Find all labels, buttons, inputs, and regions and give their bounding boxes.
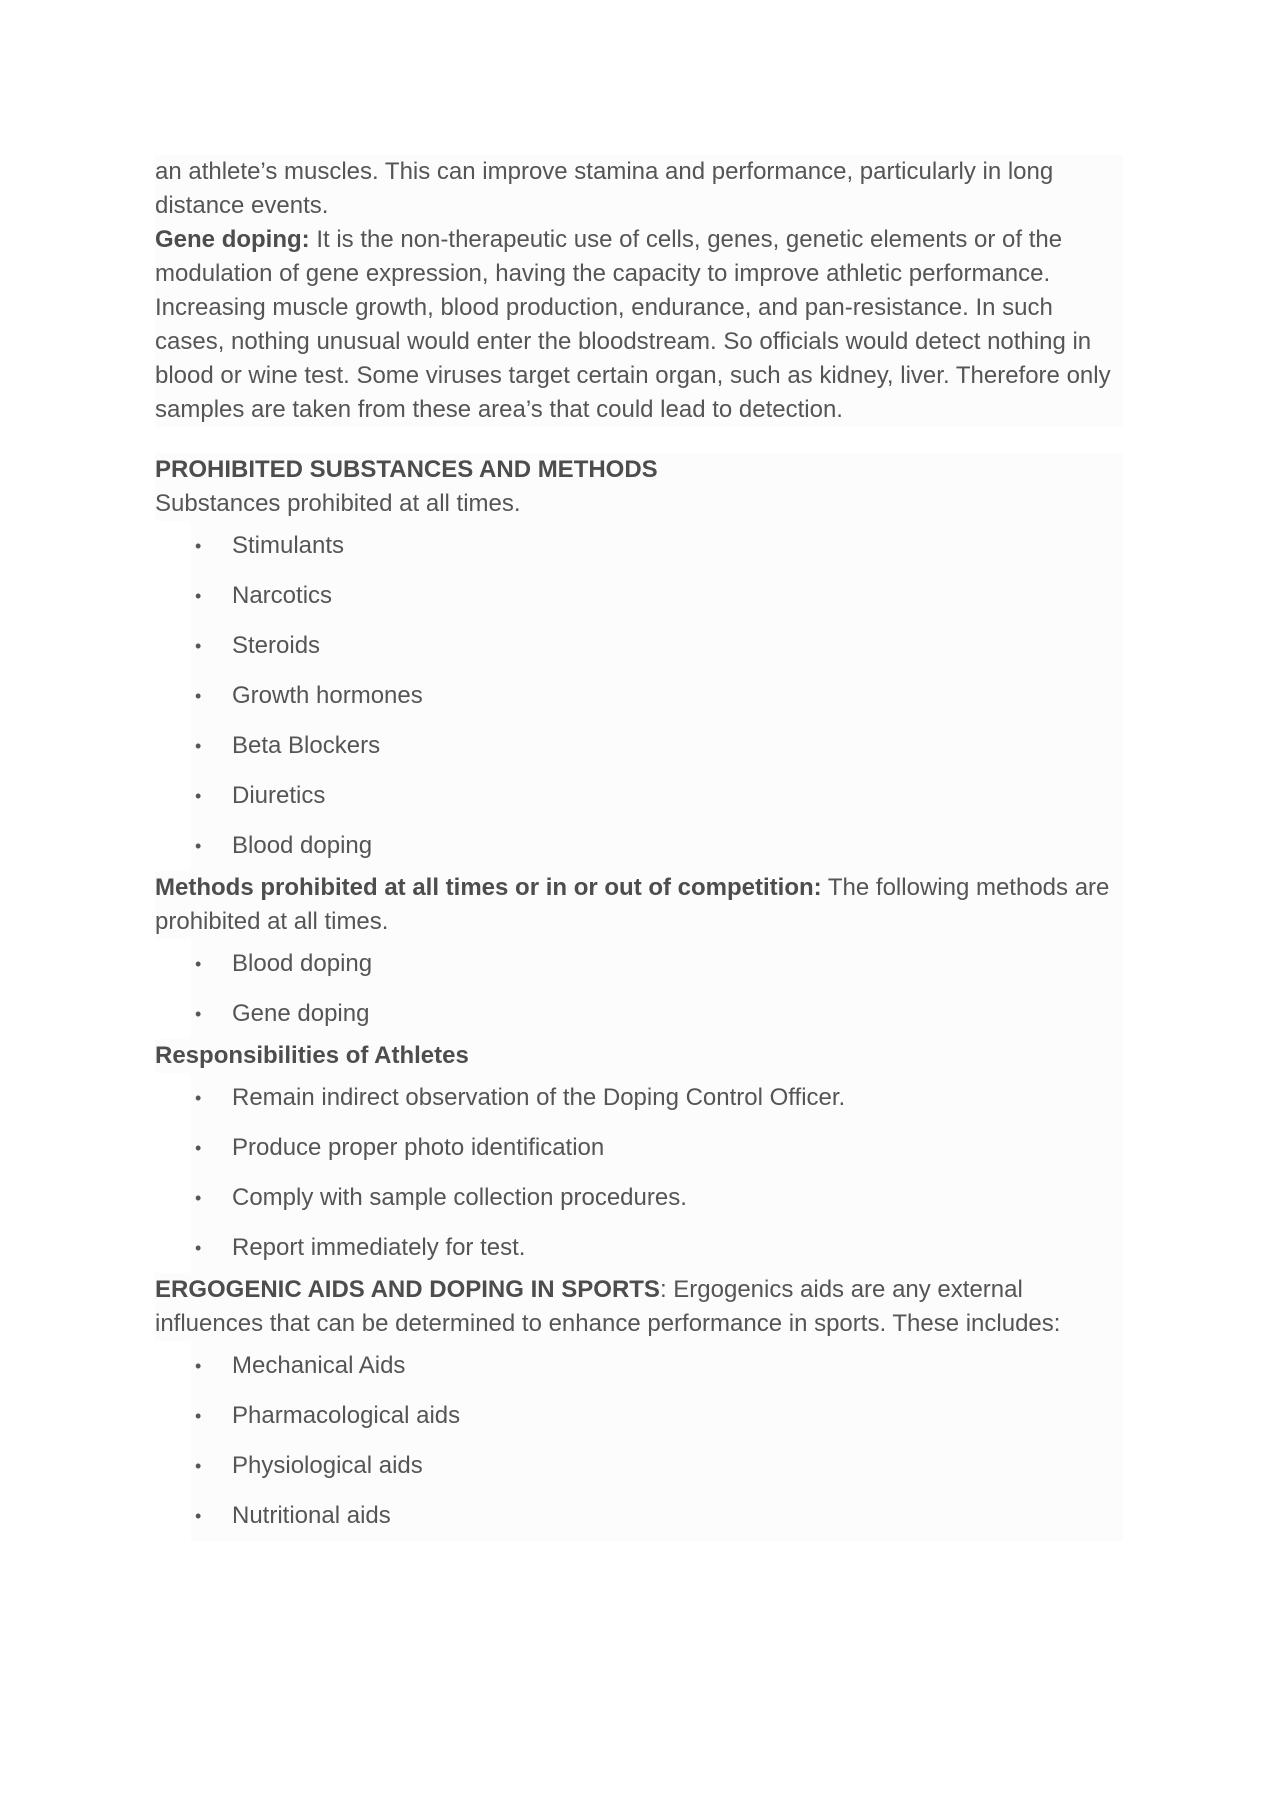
bullet-icon: • xyxy=(195,1004,202,1024)
list-item: • Beta Blockers xyxy=(191,721,1123,771)
list-item: • Gene doping xyxy=(191,989,1123,1039)
bullet-icon: • xyxy=(195,836,202,856)
gene-doping-text: It is the non-therapeutic use of cells, genes, genetic elements or of the modulation of gene expression, having the capacity to improve athletic performance. Increasing muscle growth, blood production, endurance, and pan-resistance. In such cases, nothing unusual would enter the bloodstream. So officials would detect nothing in blood or wine test. Some viruses target certain organ, such as kidney, liver. Therefore only samples are taken from these area’s that could lead to detection. xyxy=(155,226,1111,423)
list-item: • Diuretics xyxy=(191,771,1123,821)
list-item: • Blood doping xyxy=(191,939,1123,989)
list-item: • Nutritional aids xyxy=(191,1491,1123,1541)
bullet-icon: • xyxy=(195,1088,202,1108)
bullet-icon: • xyxy=(195,736,202,756)
methods-paragraph xyxy=(155,871,1123,939)
prohibited-substances-list xyxy=(191,521,1123,871)
responsibilities-heading: Responsibilities of Athletes xyxy=(155,1042,469,1069)
list-item: • Narcotics xyxy=(191,571,1123,621)
methods-label: Methods prohibited at all times or in or out of competition: xyxy=(155,874,822,901)
list-item: • Remain indirect observation of the Doping Control Officer. xyxy=(191,1073,1123,1123)
bullet-icon: • xyxy=(195,954,202,974)
bullet-icon: • xyxy=(195,636,202,656)
prohibited-subtext: Substances prohibited at all times. xyxy=(155,490,521,517)
responsibilities-heading-block xyxy=(155,1039,1123,1073)
bullet-icon: • xyxy=(195,1188,202,1208)
methods-text: The following methods are prohibited at all times. xyxy=(155,874,1110,935)
bullet-icon: • xyxy=(195,686,202,706)
responsibilities-list xyxy=(191,1073,1123,1273)
list-item: • Comply with sample collection procedures. xyxy=(191,1173,1123,1223)
list-item: • Blood doping xyxy=(191,821,1123,871)
list-item: • Report immediately for test. xyxy=(191,1223,1123,1273)
prohibited-methods-list xyxy=(191,939,1123,1039)
document-body xyxy=(155,155,1123,1541)
list-item: • Steroids xyxy=(191,621,1123,671)
gene-doping-label: Gene doping: xyxy=(155,226,310,253)
methods-paragraph-block xyxy=(155,871,1123,939)
list-item: • Growth hormones xyxy=(191,671,1123,721)
list-item: • Stimulants xyxy=(191,521,1123,571)
bullet-icon: • xyxy=(195,1356,202,1376)
ergogenic-text: : Ergogenics aids are any external influences that can be determined to enhance performance in sports. These includes: xyxy=(155,1276,1061,1337)
prohibited-heading-block xyxy=(155,453,1123,521)
bullet-icon: • xyxy=(195,586,202,606)
bullet-icon: • xyxy=(195,1406,202,1426)
bullet-icon: • xyxy=(195,1238,202,1258)
bullet-icon: • xyxy=(195,1506,202,1526)
list-item: • Pharmacological aids xyxy=(191,1391,1123,1441)
list-item: • Physiological aids xyxy=(191,1441,1123,1491)
ergogenic-paragraph xyxy=(155,1273,1123,1341)
bullet-icon: • xyxy=(195,786,202,806)
prohibited-heading: PROHIBITED SUBSTANCES AND METHODS xyxy=(155,456,658,483)
bullet-icon: • xyxy=(195,1456,202,1476)
list-item: • Mechanical Aids xyxy=(191,1341,1123,1391)
ergogenic-label: ERGOGENIC AIDS AND DOPING IN SPORTS xyxy=(155,1276,660,1303)
bullet-icon: • xyxy=(195,536,202,556)
intro-and-gene-doping-block xyxy=(155,155,1123,427)
intro-paragraph: an athlete’s muscles. This can improve stamina and performance, particularly in long distance events. xyxy=(155,158,1054,219)
ergogenic-aids-list xyxy=(191,1341,1123,1541)
bullet-icon: • xyxy=(195,1138,202,1158)
gene-doping-paragraph xyxy=(155,223,1123,427)
list-item: • Produce proper photo identification xyxy=(191,1123,1123,1173)
ergogenic-paragraph-block xyxy=(155,1273,1123,1341)
